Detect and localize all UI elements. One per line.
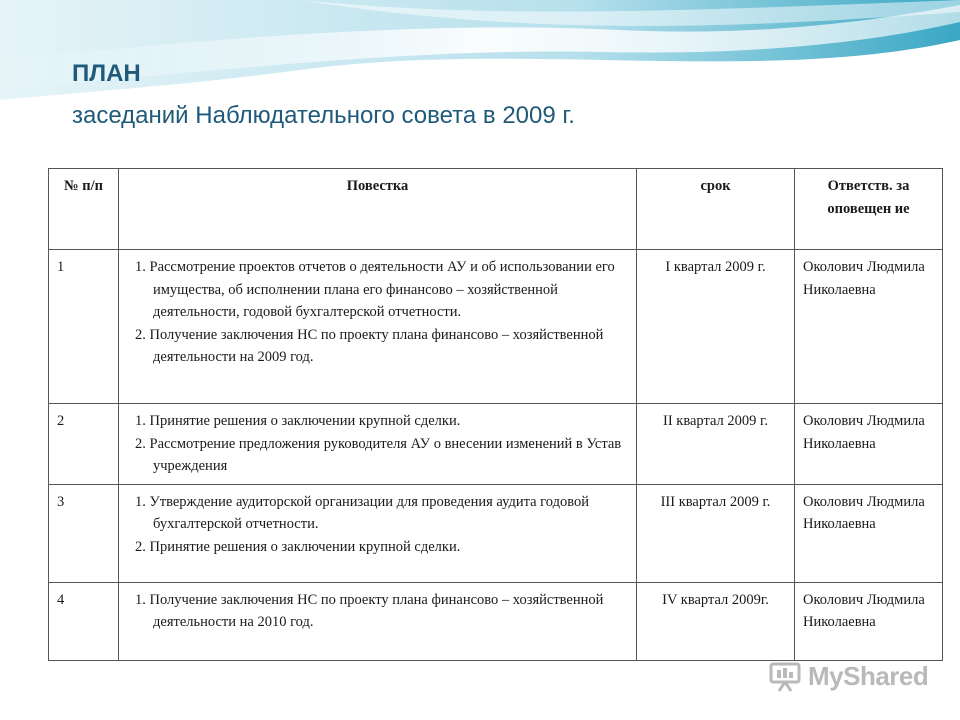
table-row xyxy=(49,404,943,485)
presentation-board-icon xyxy=(768,659,802,693)
table-header-row xyxy=(49,169,943,250)
row-responsible: Околович Людмила Николаевна xyxy=(795,404,943,485)
slide-title-block xyxy=(72,58,575,132)
header-responsible: Ответств. за оповещен ие xyxy=(795,169,943,250)
row-responsible: Околович Людмила Николаевна xyxy=(795,582,943,660)
row-agenda xyxy=(119,404,637,485)
slide-title: ПЛАН xyxy=(72,60,141,87)
meeting-plan-table xyxy=(48,168,943,661)
slide-subtitle: заседаний Наблюдательного совета в 2009 г. xyxy=(72,102,575,129)
table-row xyxy=(49,582,943,660)
row-term: I квартал 2009 г. xyxy=(637,250,795,404)
table-row xyxy=(49,250,943,404)
agenda-item: 1. Принятие решения о заключении крупной сделки. xyxy=(135,413,461,429)
row-num: 1 xyxy=(49,250,119,404)
agenda-item: 1. Утверждение аудиторской организации для проведения аудита годовой бухгалтерской отчетности. xyxy=(135,493,589,532)
agenda-item: 2. Рассмотрение предложения руководителя АУ о внесении изменений в Устав учреждения xyxy=(135,435,622,474)
agenda-item: 1. Рассмотрение проектов отчетов о деятельности АУ и об использовании его имущества, об исполнении плана его финансово – хозяйственной деятельности, годовой бухгалтерской отчетности. xyxy=(135,259,615,320)
row-term: III квартал 2009 г. xyxy=(637,484,795,582)
agenda-item: 2. Принятие решения о заключении крупной сделки. xyxy=(135,538,461,555)
row-term: IV квартал 2009г. xyxy=(637,582,795,660)
agenda-item: 2. Получение заключения НС по проекту плана финансово – хозяйственной деятельности на 2009 год. xyxy=(135,326,604,365)
table-row xyxy=(49,484,943,582)
brand-name: MyShared xyxy=(808,660,929,691)
row-num: 3 xyxy=(49,484,119,582)
row-num: 4 xyxy=(49,582,119,660)
row-term: II квартал 2009 г. xyxy=(637,404,795,485)
header-num: № п/п xyxy=(49,169,119,250)
row-agenda xyxy=(119,582,637,660)
row-agenda xyxy=(119,250,637,404)
agenda-item: 1. Получение заключения НС по проекту плана финансово – хозяйственной деятельности на 2010 год. xyxy=(135,591,604,630)
row-num: 2 xyxy=(49,404,119,485)
header-agenda: Повестка xyxy=(119,169,637,250)
row-responsible: Околович Людмила Николаевна xyxy=(795,250,943,404)
row-agenda xyxy=(119,484,637,582)
header-term: срок xyxy=(637,169,795,250)
watermark-logo xyxy=(768,656,940,696)
row-responsible: Околович Людмила Николаевна xyxy=(795,484,943,582)
